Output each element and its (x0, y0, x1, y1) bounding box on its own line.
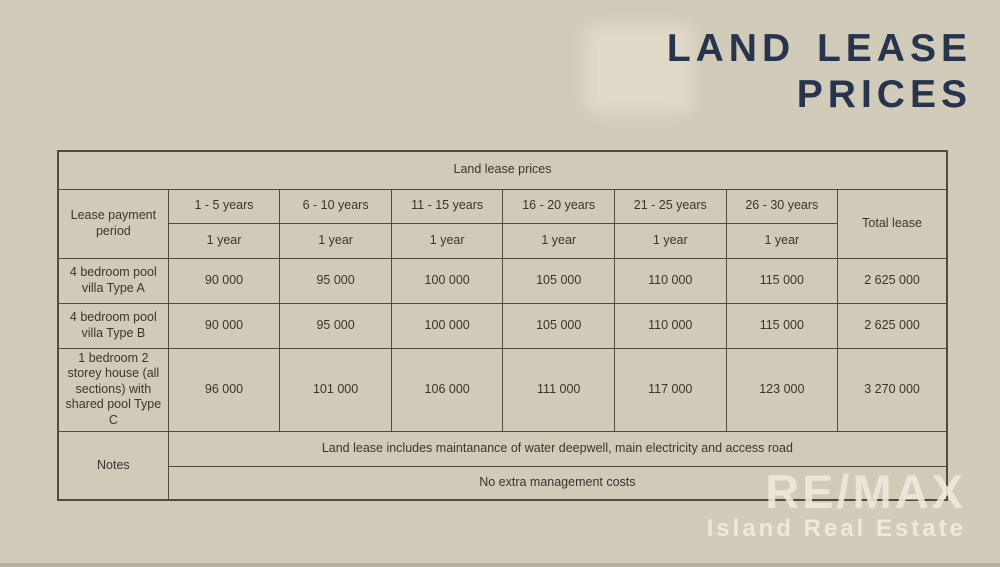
total-cell: 2 625 000 (838, 258, 947, 303)
price-cell: 123 000 (726, 348, 838, 431)
table-row-villa-type-a (58, 258, 947, 303)
price-cell: 100 000 (391, 258, 503, 303)
row-label: 4 bedroom pool villa Type B (58, 303, 168, 348)
page-title-line2: PRICES (796, 73, 972, 116)
per-year-label: 1 year (614, 223, 726, 258)
price-cell: 101 000 (280, 348, 392, 431)
price-cell: 90 000 (168, 303, 280, 348)
table-caption-row (58, 151, 947, 189)
row-label: 4 bedroom pool villa Type A (58, 258, 168, 303)
note-text-1: Land lease includes maintanance of water deepwell, main electricity and access road (168, 431, 947, 466)
per-year-label: 1 year (726, 223, 838, 258)
total-cell: 3 270 000 (838, 348, 947, 431)
remax-subtitle: Island Real Estate (706, 515, 966, 542)
per-year-label: 1 year (503, 223, 615, 258)
price-cell: 105 000 (503, 303, 615, 348)
notes-row-2 (58, 466, 947, 500)
page-title (667, 26, 972, 118)
price-cell: 115 000 (726, 303, 838, 348)
total-lease-header: Total lease (838, 189, 947, 258)
period-header-16-20: 16 - 20 years (503, 189, 615, 223)
notes-label: Notes (58, 431, 168, 500)
total-cell: 2 625 000 (838, 303, 947, 348)
corner-header: Lease payment period (58, 189, 168, 258)
page-title-line1: LAND LEASE (666, 27, 972, 70)
table-row-house-type-c (58, 348, 947, 431)
per-year-label: 1 year (280, 223, 392, 258)
land-lease-price-table (57, 150, 948, 501)
price-cell: 100 000 (391, 303, 503, 348)
row-label: 1 bedroom 2 storey house (all sections) with shared pool Type C (58, 348, 168, 431)
period-header-21-25: 21 - 25 years (614, 189, 726, 223)
period-header-11-15: 11 - 15 years (391, 189, 503, 223)
price-cell: 110 000 (614, 303, 726, 348)
price-cell: 96 000 (168, 348, 280, 431)
per-year-row (58, 223, 947, 258)
table-row-villa-type-b (58, 303, 947, 348)
price-cell: 115 000 (726, 258, 838, 303)
price-cell: 110 000 (614, 258, 726, 303)
price-cell: 95 000 (280, 303, 392, 348)
note-text-2: No extra management costs (168, 466, 947, 500)
price-cell: 95 000 (280, 258, 392, 303)
remax-wordmark: RE/MAX (765, 465, 966, 518)
price-cell: 90 000 (168, 258, 280, 303)
notes-row-1 (58, 431, 947, 466)
price-cell: 117 000 (614, 348, 726, 431)
per-year-label: 1 year (391, 223, 503, 258)
period-header-row (58, 189, 947, 223)
per-year-label: 1 year (168, 223, 280, 258)
table-caption: Land lease prices (58, 151, 947, 189)
price-cell: 106 000 (391, 348, 503, 431)
period-header-26-30: 26 - 30 years (726, 189, 838, 223)
bottom-edge-shade (0, 563, 1000, 567)
period-header-1-5: 1 - 5 years (168, 189, 280, 223)
price-cell: 105 000 (503, 258, 615, 303)
period-header-6-10: 6 - 10 years (280, 189, 392, 223)
price-cell: 111 000 (503, 348, 615, 431)
